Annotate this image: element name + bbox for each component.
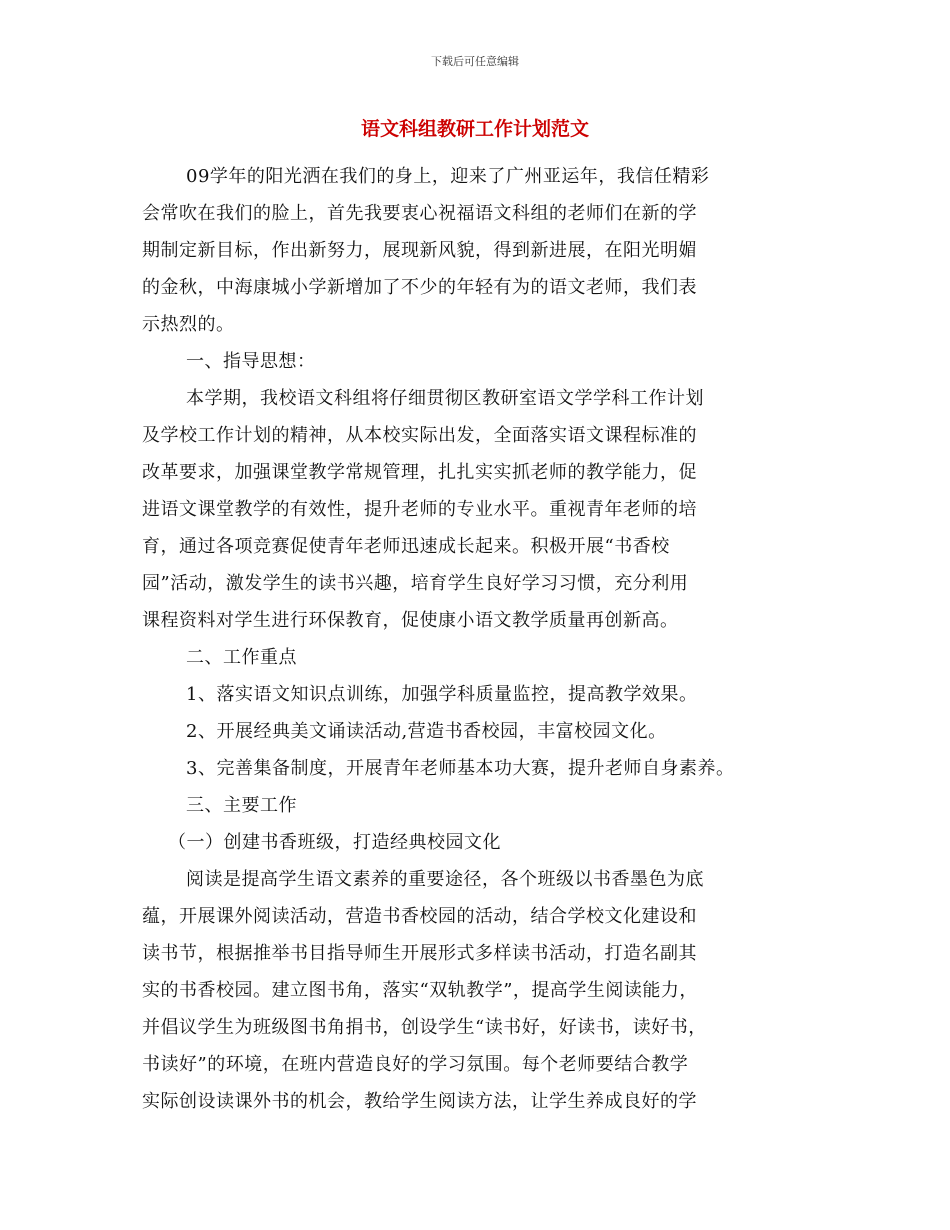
body-line: 09学年的阳光洒在我们的身上，迎来了广州亚运年，我信任精彩 [186,166,710,187]
body-line: 园”活动，激发学生的读书兴趣，培育学生良好学习习惯，充分利用 [142,573,689,594]
body-line: 示热烈的。 [142,314,235,335]
body-line: 实际创设读课外书的机会，教给学生阅读方法，让学生养成良好的学 [142,1091,697,1112]
subsection-heading: （一）创建书香班级，打造经典校园文化 [168,832,501,853]
body-line: 课程资料对学生进行环保教育，促使康小语文教学质量再创新高。 [142,610,679,631]
body-line: 本学期，我校语文科组将仔细贯彻区教研室语文学学科工作计划 [186,388,704,409]
body-line: 改革要求，加强课堂教学常规管理，扎扎实实抓老师的教学能力，促 [142,462,697,483]
body-line: 进语文课堂教学的有效性，提升老师的专业水平。重视青年老师的培 [142,499,697,520]
body-line: 并倡议学生为班级图书角捐书，创设学生“读书好，好读书，读好书， [142,1017,707,1038]
body-line: 期制定新目标，作出新努力，展现新风貌，得到新进展，在阳光明媚 [142,240,697,261]
list-item: 2、开展经典美文诵读活动,营造书香校园，丰富校园文化。 [186,721,667,742]
section-heading: 一、指导思想： [186,351,316,372]
body-line: 蕴，开展课外阅读活动，营造书香校园的活动，结合学校文化建设和 [142,906,697,927]
section-heading: 三、主要工作 [186,795,297,816]
body-line: 实的书香校园。建立图书角，落实“双轨教学”，提高学生阅读能力， [142,980,698,1001]
body-line: 阅读是提高学生语文素养的重要途径，各个班级以书香墨色为底 [186,869,704,890]
body-line: 的金秋，中海康城小学新增加了不少的年轻有为的语文老师，我们表 [142,277,697,298]
body-line: 育，通过各项竞赛促使青年老师迅速成长起来。积极开展“书香校 [142,536,670,557]
body-line: 书读好”的环境，在班内营造良好的学习氛围。每个老师要结合教学 [142,1054,689,1075]
section-heading: 二、工作重点 [186,647,297,668]
document-title: 语文科组教研工作计划范文 [360,118,589,140]
header-note: 下载后可任意编辑 [431,55,519,68]
list-item: 1、落实语文知识点训练，加强学科质量监控，提高教学效果。 [186,684,698,705]
body-line: 读书节，根据推举书目指导师生开展形式多样读书活动，打造名副其 [142,943,697,964]
body-line: 及学校工作计划的精神，从本校实际出发，全面落实语文课程标准的 [142,425,697,446]
list-item: 3、完善集备制度，开展青年老师基本功大赛，提升老师自身素养。 [186,758,735,779]
body-line: 会常吹在我们的脸上，首先我要衷心祝福语文科组的老师们在新的学 [142,203,697,224]
